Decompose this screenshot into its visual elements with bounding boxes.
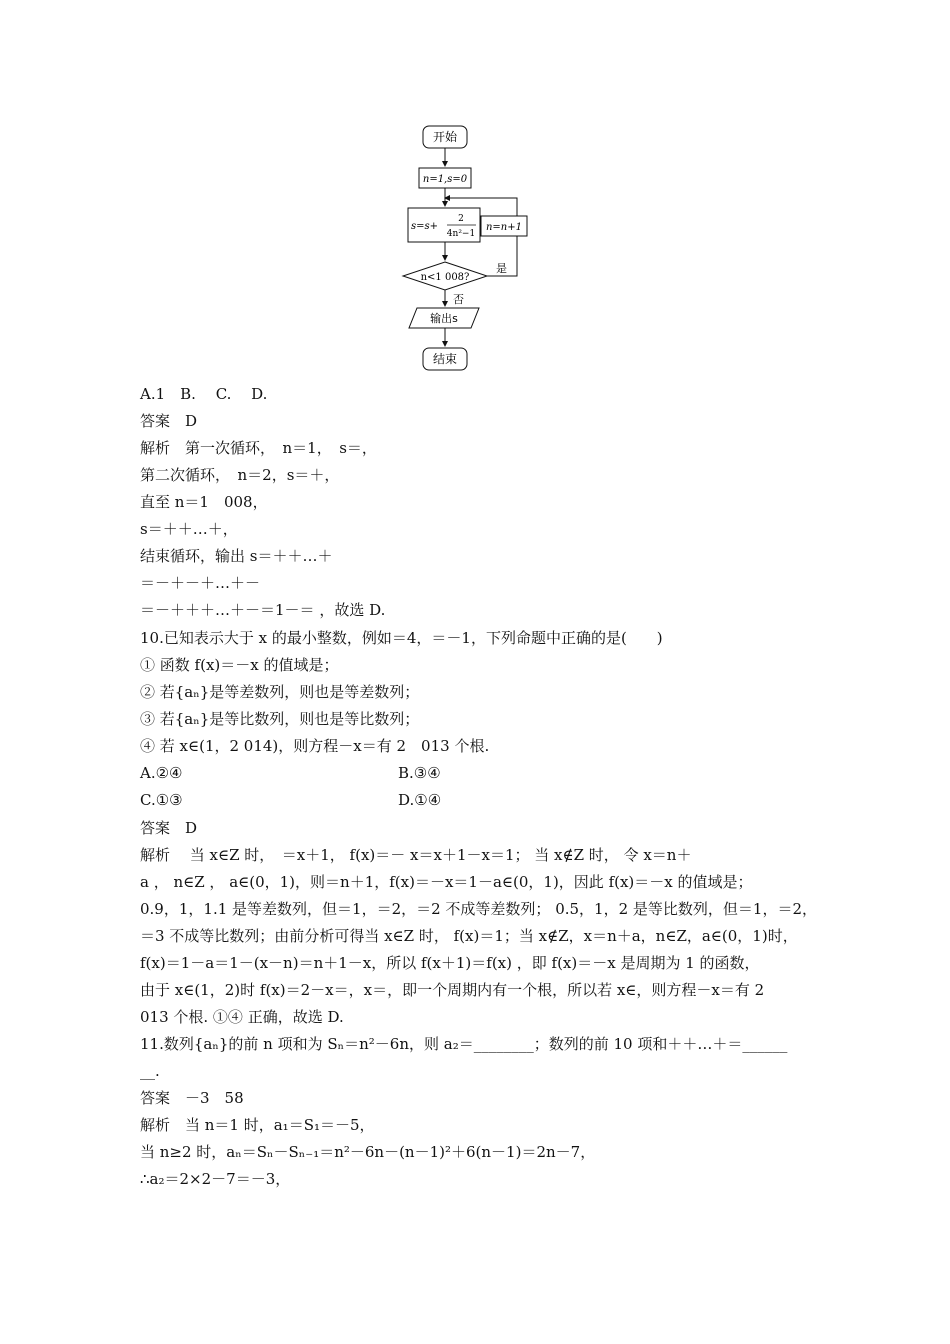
- solution-line: 解析 第一次循环， n＝1， s＝，: [140, 439, 377, 457]
- flow-init-text: n=1,s=0: [422, 174, 468, 185]
- solution-line: ＝－＋－＋…＋－: [140, 574, 261, 592]
- option-a: A.②④: [140, 764, 183, 782]
- option-d: D.①④: [398, 791, 442, 809]
- proposition-1: ① 函数 f(x)＝－x 的值域是；: [140, 656, 339, 674]
- option-c: C.①③: [140, 791, 183, 809]
- solution-line: 结束循环，输出 s＝＋＋…＋: [140, 547, 333, 565]
- solution-line: 由于 x∈(1，2)时 f(x)＝2－x＝，x＝，即一个周期内有一个根，所以若 x∈，则方程－x＝有 2: [140, 981, 765, 999]
- flow-output-text: 输出s: [430, 312, 458, 325]
- solution-line: 直至 n＝1 008，: [140, 493, 268, 511]
- answer-line: 答案 D: [140, 819, 198, 837]
- solution-line: ＝－＋＋＋…＋－＝1－＝ ，故选 D.: [140, 601, 386, 619]
- flow-end-text: 结束: [432, 352, 458, 366]
- solution-line: 当 n≥2 时，aₙ＝Sₙ－Sₙ₋₁＝n²－6n－(n－1)²＋6(n－1)＝2n－7，: [140, 1143, 596, 1161]
- flow-assign-lhs: s=s+: [411, 221, 439, 232]
- flow-assign-den: 4n²−1: [446, 229, 476, 239]
- solution-line: 0.9，1，1.1 是等差数列，但＝1，＝2，＝2 不成等差数列； 0.5，1，2 是等比数列，但＝1，＝2，: [140, 900, 817, 918]
- solution-line: s＝＋＋…＋，: [140, 520, 238, 538]
- flow-no-label: 否: [453, 293, 464, 306]
- question-11: 11.数列{aₙ}的前 n 项和为 Sₙ＝n²－6n，则 a₂＝________；数列的前 10 项和＋＋…＋＝______: [140, 1035, 788, 1053]
- solution-line: 013 个根. ①④ 正确，故选 D.: [140, 1008, 344, 1026]
- flow-start-text: 开始: [432, 130, 458, 144]
- flow-increment-text: n=n+1: [485, 222, 523, 233]
- options-line: A.1 B. C. D.: [140, 385, 268, 403]
- proposition-2: ② 若{aₙ}是等差数列，则也是等差数列；: [140, 683, 420, 701]
- solution-line: 解析 当 n＝1 时，a₁＝S₁＝－5，: [140, 1116, 375, 1134]
- solution-line: f(x)＝1－a＝1－(x－n)＝n＋1－x，所以 f(x＋1)＝f(x) ，即 f(x)＝－x 是周期为 1 的函数，: [140, 954, 760, 972]
- question-10: 10.已知表示大于 x 的最小整数，例如＝4，＝－1，下列命题中正确的是( ): [140, 629, 663, 647]
- answer-line: 答案 D: [140, 412, 198, 430]
- solution-line: a ， n∈Z ， a∈(0，1)，则＝n＋1，f(x)＝－x＝1－a∈(0，1)，因此 f(x)＝－x 的值域是；: [140, 873, 753, 891]
- answer-line: 答案 －3 58: [140, 1089, 244, 1107]
- question-11-blank: __.: [140, 1062, 160, 1080]
- flow-assign-num: 2: [458, 214, 464, 224]
- option-b: B.③④: [398, 764, 441, 782]
- flow-condition-text: n<1 008?: [420, 272, 470, 283]
- solution-line: 解析 当 x∈Z 时， ＝x＋1， f(x)＝－ x＝x＋1－x＝1； 当 x∉Z 时， 令 x＝n＋: [140, 846, 692, 864]
- flow-yes-label: 是: [496, 262, 507, 275]
- proposition-4: ④ 若 x∈(1，2 014)，则方程－x＝有 2 013 个根.: [140, 737, 490, 755]
- solution-line: ＝3 不成等比数列；由前分析可得当 x∈Z 时， f(x)＝1；当 x∉Z，x＝n＋a，n∈Z，a∈(0，1)时，: [140, 927, 798, 945]
- solution-line: ∴a₂＝2×2－7＝－3，: [140, 1170, 291, 1188]
- solution-line: 第二次循环， n＝2，s＝＋，: [140, 466, 340, 484]
- proposition-3: ③ 若{aₙ}是等比数列，则也是等比数列；: [140, 710, 420, 728]
- flowchart: [395, 118, 535, 378]
